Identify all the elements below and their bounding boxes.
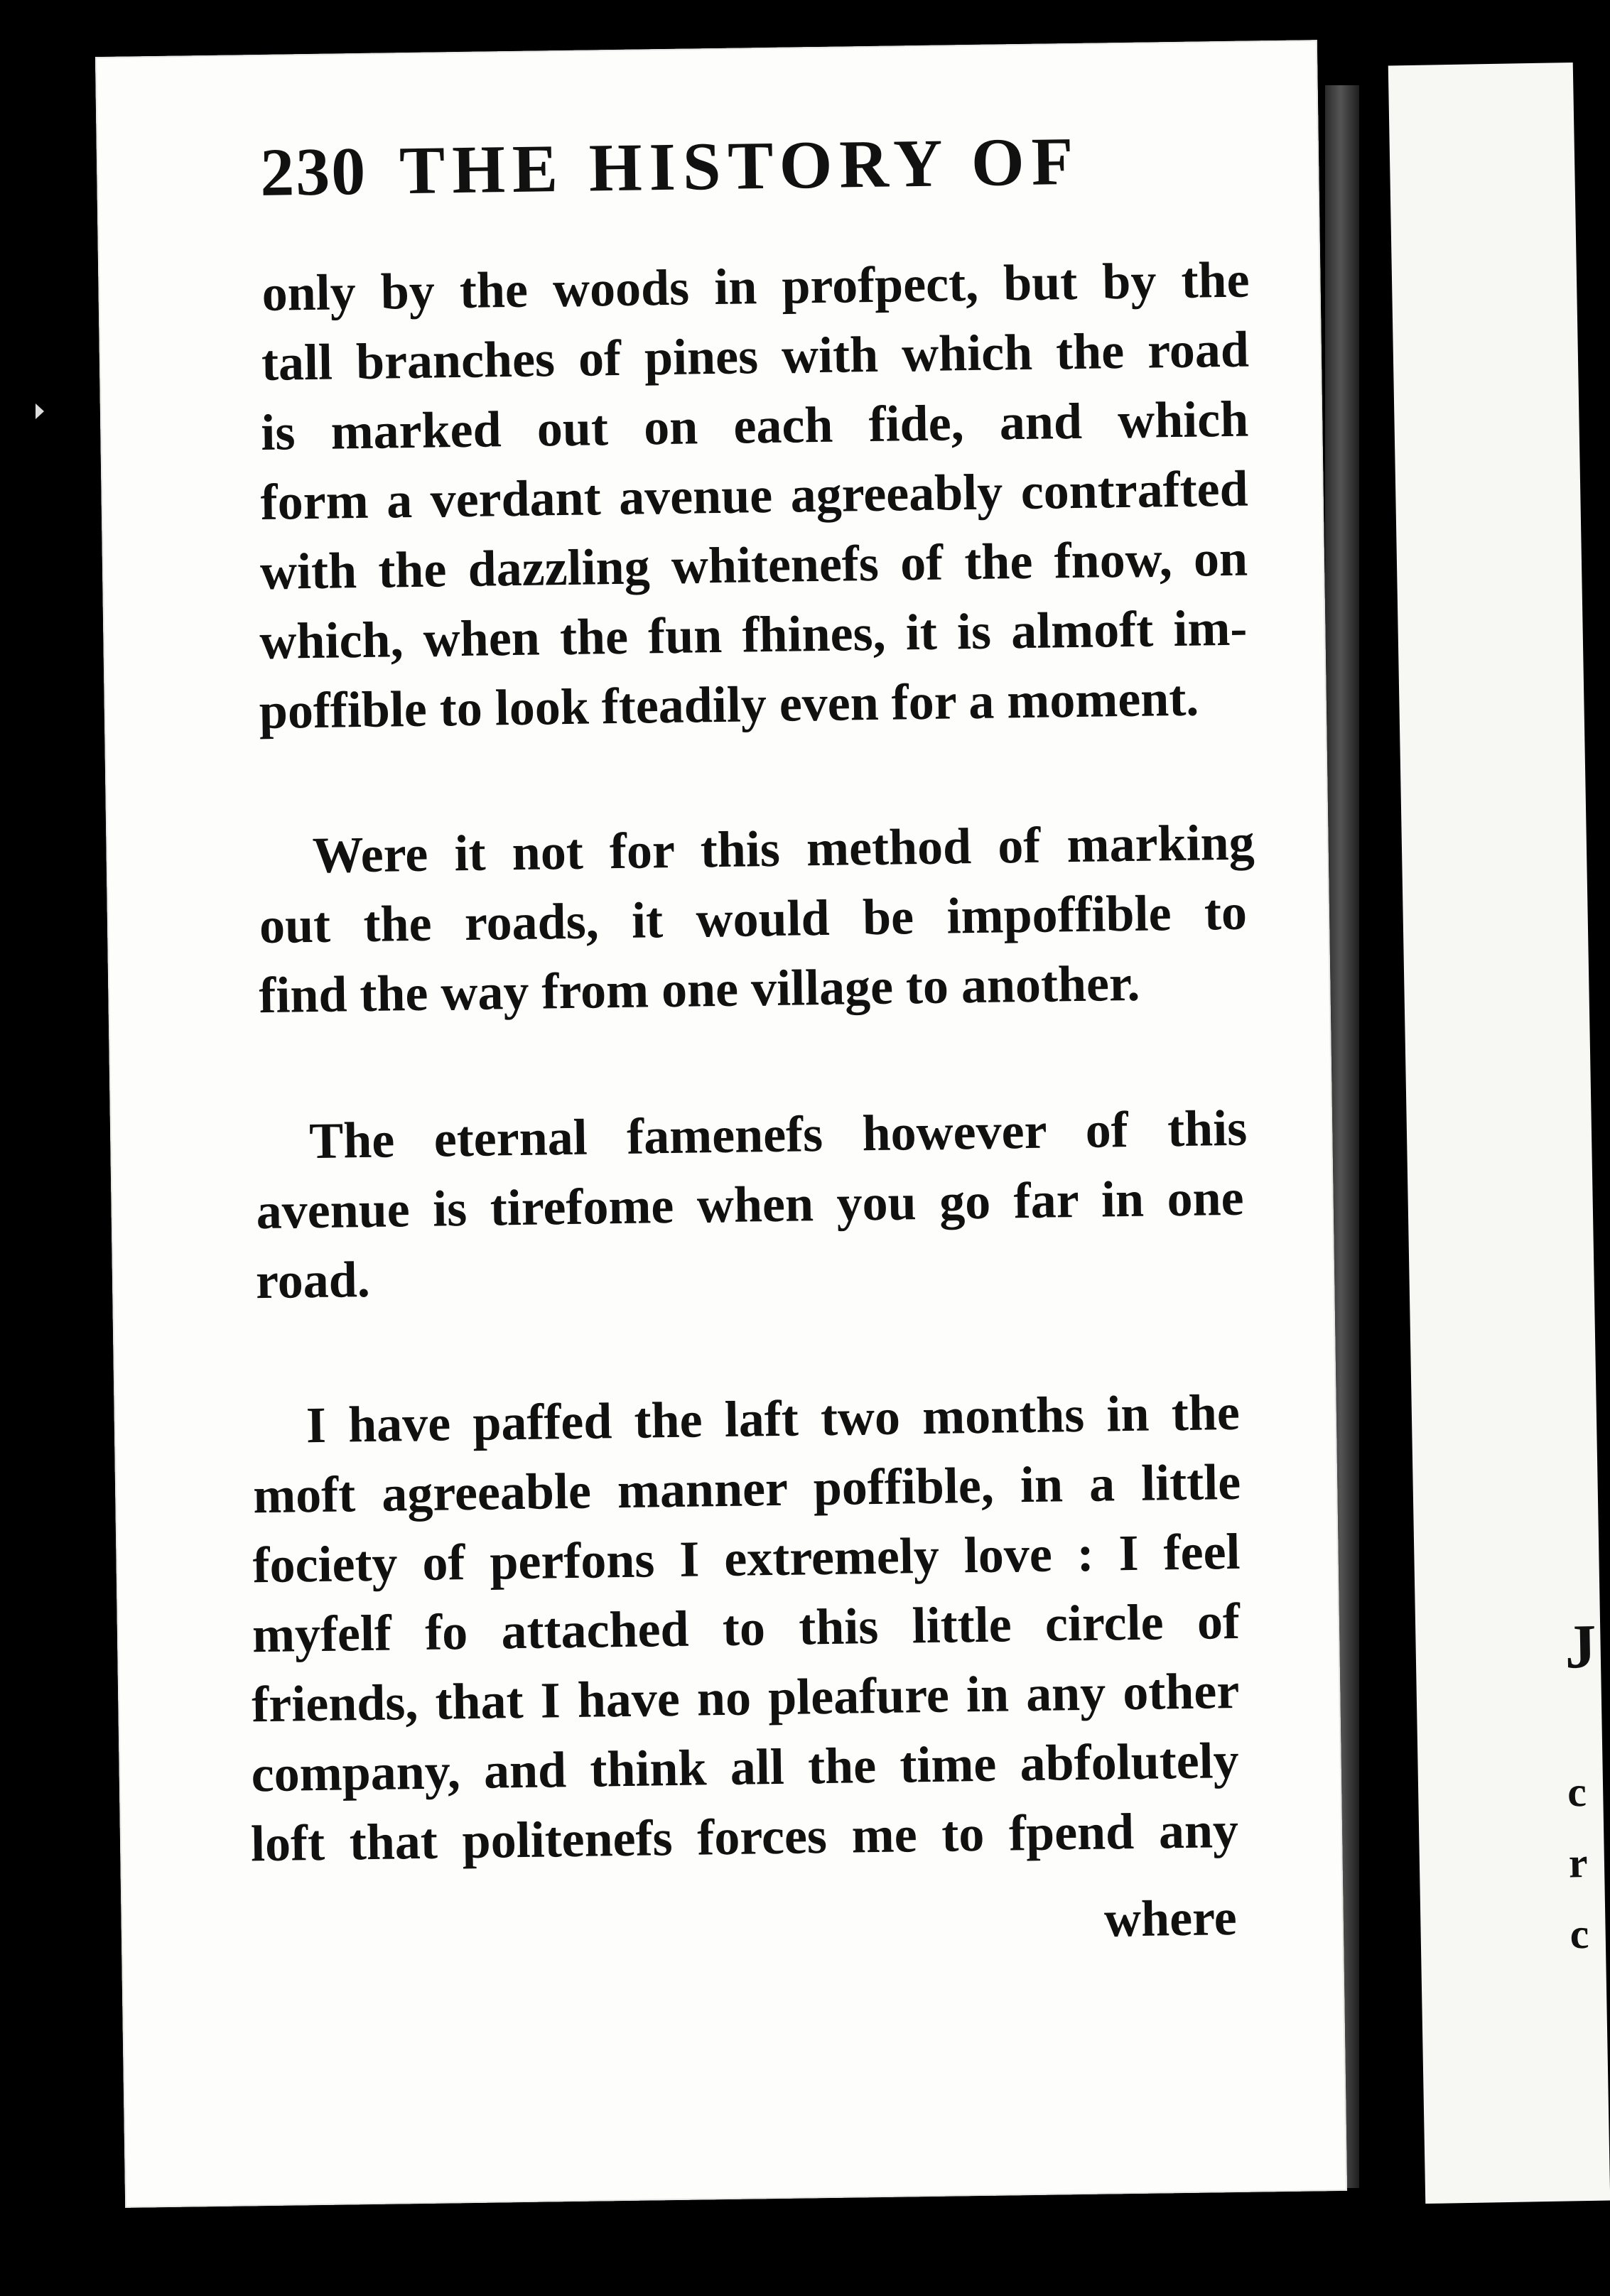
text-line: The eternal famenefs however of this [308, 1099, 1248, 1170]
text-line: friends, that I have no pleafure in any other [251, 1662, 1240, 1733]
page-number: 230 [259, 132, 367, 210]
text-line: road. [255, 1250, 371, 1310]
catchword: where [1103, 1888, 1238, 1948]
text-line: loft that politenefs forces me to fpend any [250, 1801, 1239, 1873]
text-line: find the way from one village to another. [258, 954, 1140, 1024]
facing-page-fragment: c [1567, 1768, 1587, 1816]
running-head [259, 119, 1255, 212]
text-line: company, and think all the time abfolutely [251, 1731, 1240, 1803]
text-line: which, when the fun fhines, it is almoft im- [259, 599, 1248, 670]
facing-page-fragment: r [1568, 1839, 1589, 1887]
text-line: Were it not for this method of marking [312, 813, 1255, 884]
book-page [95, 40, 1347, 2208]
margin-mark [36, 404, 44, 419]
text-line: is marked out on each fide, and which [260, 390, 1249, 461]
text-line: I have paffed the laft two months in the [306, 1383, 1241, 1454]
text-line: only by the woods in profpect, but by the [261, 251, 1250, 322]
facing-page [1388, 63, 1610, 2204]
text-line: myfelf fo attached to this little circle of [252, 1592, 1241, 1664]
text-line: avenue is tirefome when you go far in one [256, 1169, 1245, 1240]
text-line: moft agreeable manner poffible, in a little [252, 1453, 1241, 1525]
running-title: THE HISTORY OF [399, 122, 1081, 209]
text-line: fociety of perfons I extremely love : I feel [252, 1522, 1241, 1594]
text-line: out the roads, it would be impoffible to [259, 883, 1248, 955]
text-line: tall branches of pines with which the road [261, 320, 1250, 391]
facing-page-fragment: J [1564, 1612, 1597, 1682]
text-line: with the dazzling whitenefs of the fnow, on [259, 529, 1248, 600]
facing-page-fragment: c [1570, 1910, 1589, 1958]
text-line: poffible to look fteadily even for a moment. [259, 669, 1199, 740]
text-line: form a verdant avenue agreeably contrafted [260, 460, 1249, 531]
